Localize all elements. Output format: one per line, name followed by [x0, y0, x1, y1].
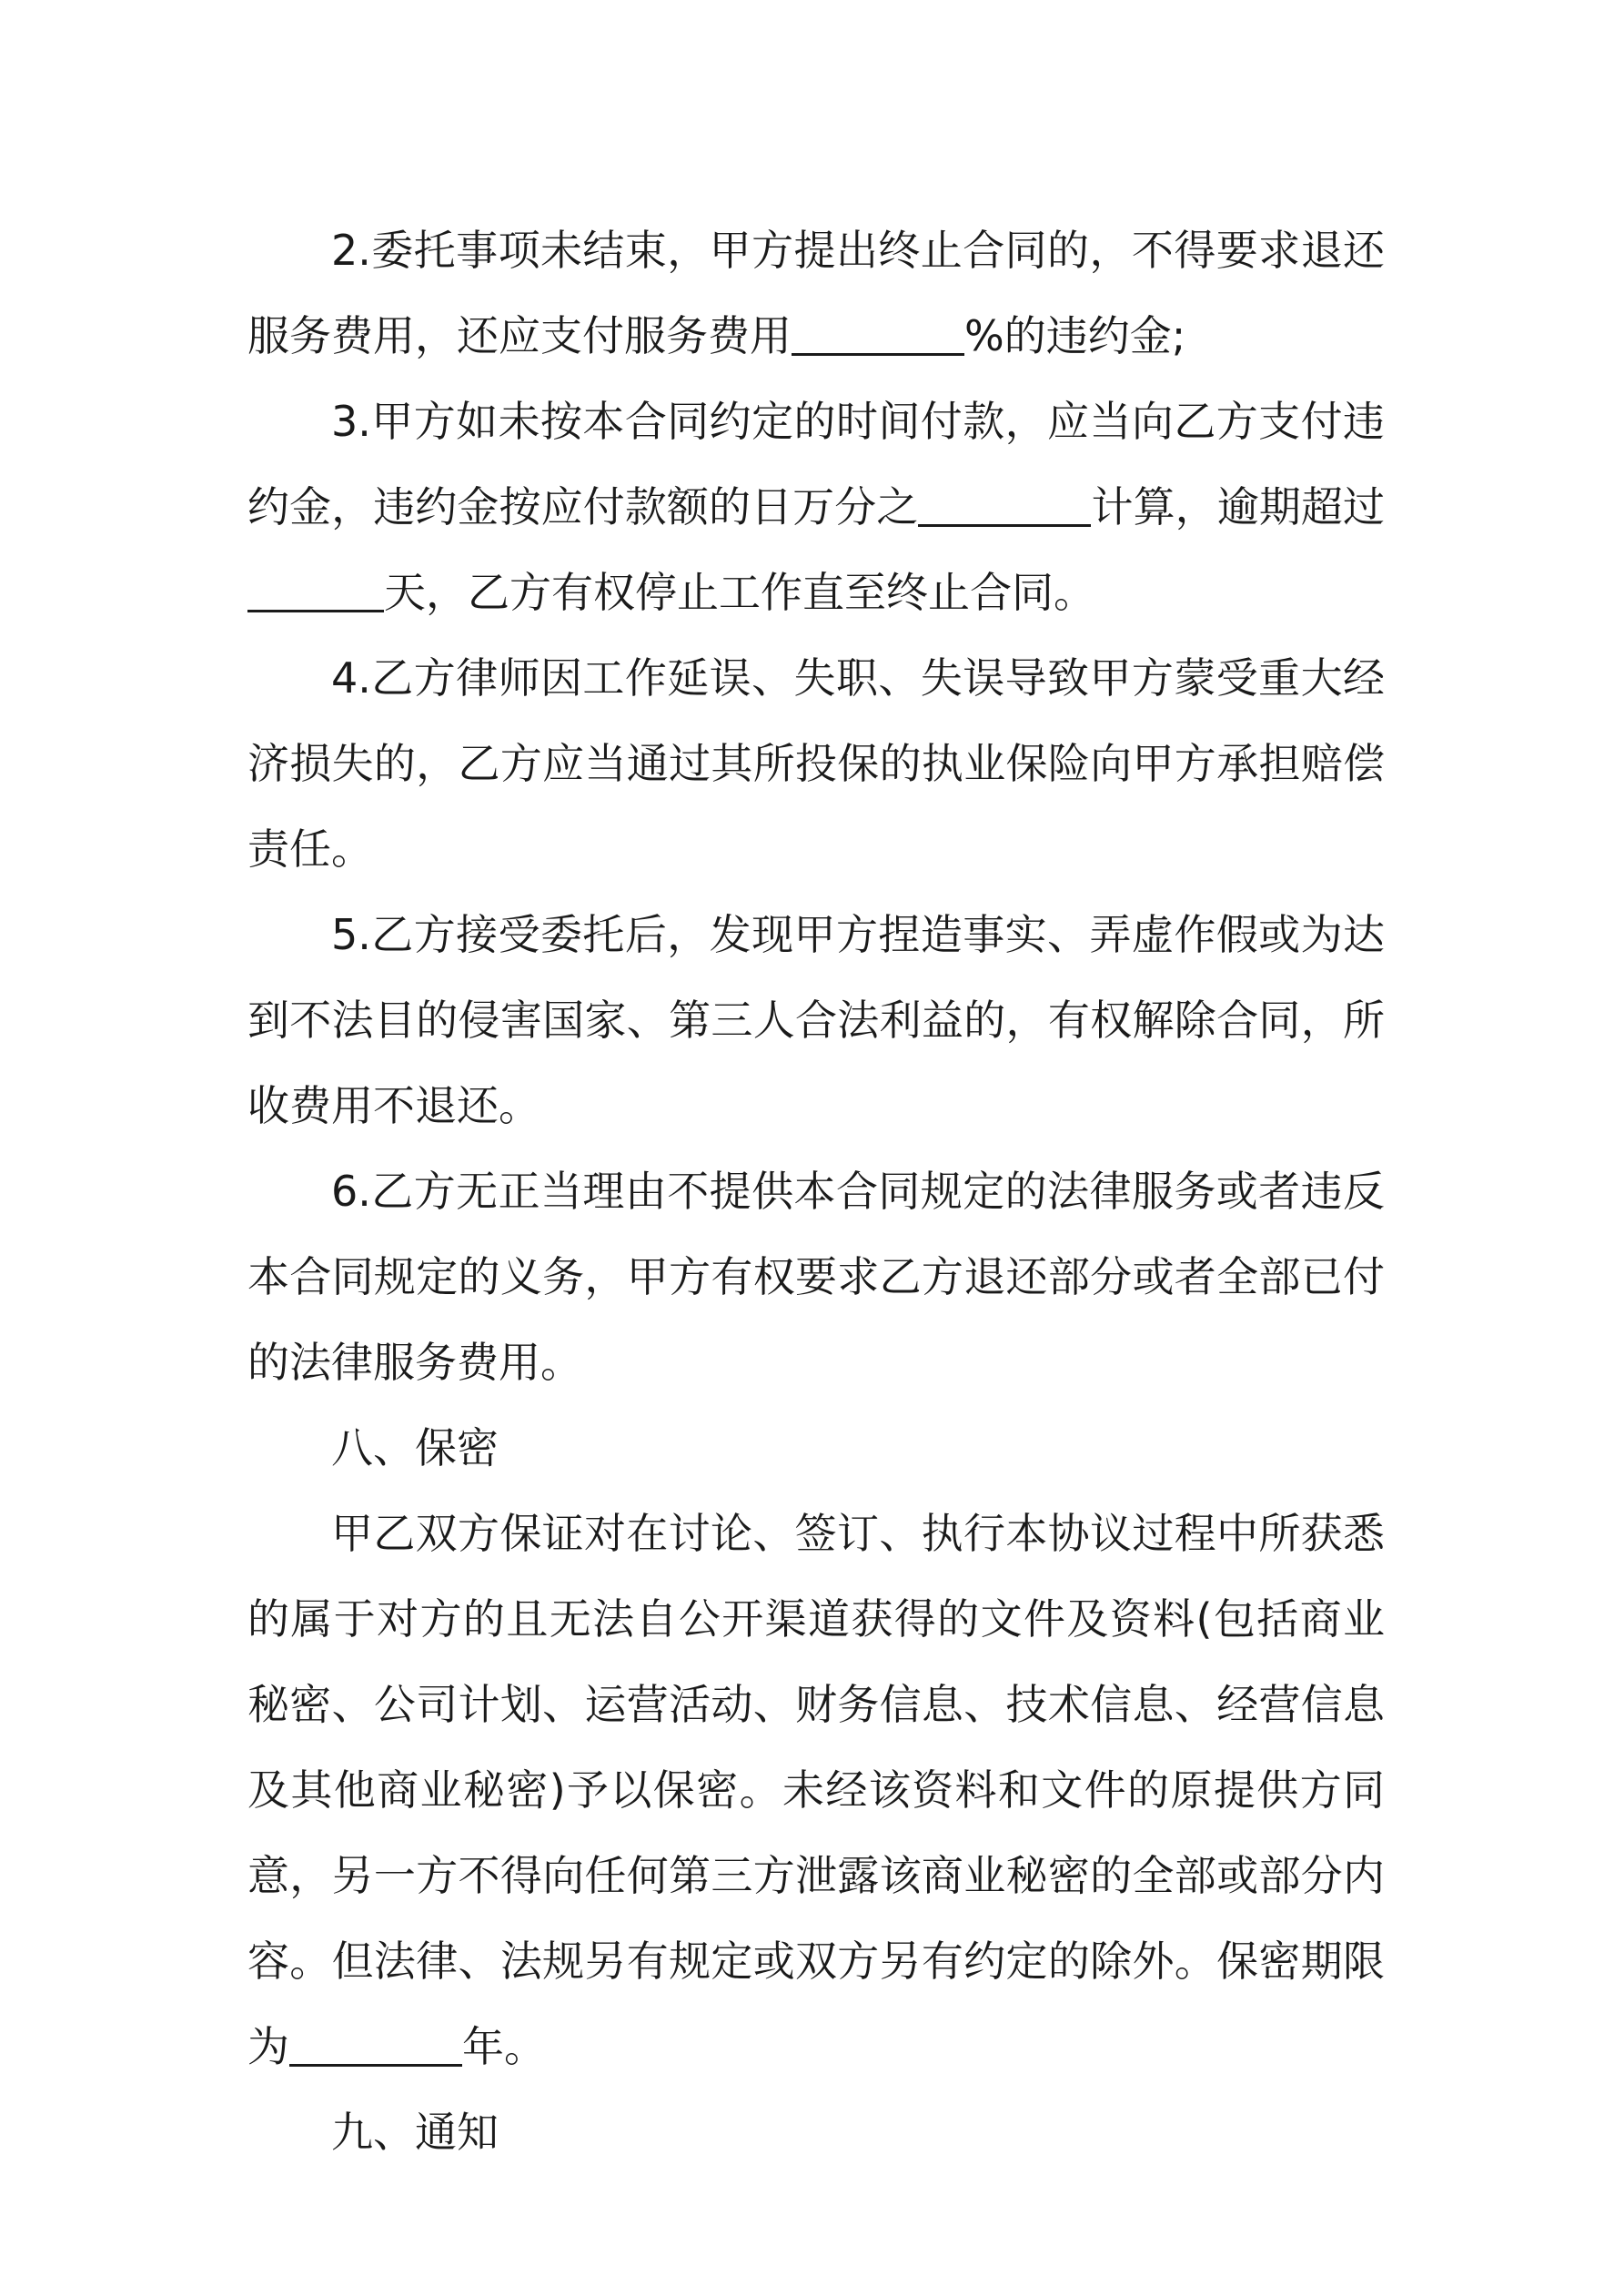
document-body: [247, 207, 1385, 2175]
section-heading-confidentiality: 八、保密: [331, 1423, 499, 1472]
clause-2-text: 2.委托事项未结束，甲方提出终止合同的，不得要求退还服务费用，还应支付服务费用: [247, 226, 1385, 360]
fill-blank-overdue-days: [247, 568, 384, 612]
confidentiality-clause: [247, 1491, 1385, 2089]
confidentiality-tail: 年。: [462, 2022, 546, 2071]
confidentiality-text: 甲乙双方保证对在讨论、签订、执行本协议过程中所获悉的属于对方的且无法自公开渠道获得的文件及资料(包括商业秘密、公司计划、运营活动、财务信息、技术信息、经营信息及其他商业秘密)予以保密。未经该资料和文件的原提供方同意，另一方不得向任何第三方泄露该商业秘密的全部或部分内容。但法律、法规另有规定或双方另有约定的除外。保密期限为: [247, 1509, 1385, 2071]
fill-blank-daily-rate: [918, 482, 1091, 527]
fill-blank-penalty-percent: [792, 311, 964, 356]
clause-5: 5.乙方接受委托后，发现甲方捏造事实、弄虚作假或为达到不法目的侵害国家、第三人合法利益的，有权解除合同，所收费用不退还。: [247, 910, 1385, 1130]
clause-4: 4.乙方律师因工作延误、失职、失误导致甲方蒙受重大经济损失的，乙方应当通过其所投保的执业保险向甲方承担赔偿责任。: [247, 653, 1385, 874]
clause-3-text: 3.甲方如未按本合同约定的时间付款，应当向乙方支付违约金，违约金按应付款额的日万分之: [247, 397, 1385, 531]
clause-3: [247, 379, 1385, 635]
clause-3-tail: 天，乙方有权停止工作直至终止合同。: [384, 568, 1095, 617]
clause-2-tail: %的违约金;: [964, 311, 1186, 360]
fill-blank-confidentiality-years: [289, 2022, 462, 2067]
section-heading-notice: 九、通知: [331, 2108, 499, 2157]
clause-3-middle: 计算，逾期超过: [1091, 482, 1386, 531]
clause-6: 6.乙方无正当理由不提供本合同规定的法律服务或者违反本合同规定的义务，甲方有权要求乙方退还部分或者全部已付的法律服务费用。: [247, 1167, 1385, 1387]
clause-2: [247, 207, 1385, 379]
